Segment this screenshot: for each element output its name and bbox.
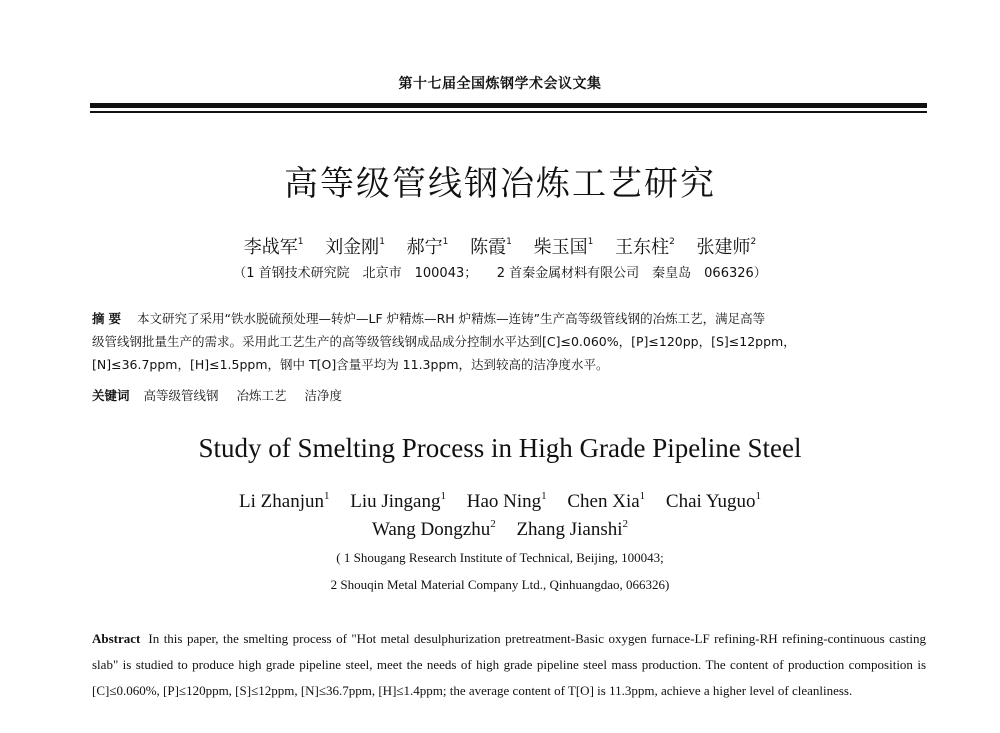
en-author xyxy=(516,519,628,540)
en-author-name: Chai Yuguo xyxy=(665,491,756,512)
header-rule-thin xyxy=(90,111,927,113)
header-rule-thick xyxy=(90,103,927,108)
cn-author-affil: 1 xyxy=(379,237,385,247)
cn-author xyxy=(615,237,675,258)
english-authors-line-1 xyxy=(0,490,1000,513)
english-authors-line-2 xyxy=(0,518,1000,541)
en-author-affil: 2 xyxy=(490,518,496,530)
cn-author xyxy=(325,237,385,258)
en-author-name: Li Zhanjun xyxy=(239,491,324,512)
en-author-name: Liu Jingang xyxy=(350,491,441,512)
cn-author-name: 王东柱 xyxy=(615,237,670,258)
cn-author-affil: 1 xyxy=(506,237,512,247)
en-author-affil: 2 xyxy=(622,518,629,530)
english-abstract xyxy=(92,626,926,704)
cn-abstract-line: [N]≤36.7ppm，[H]≤1.5ppm，钢中 T[O]含量平均为 11.3ppm，达到较高的洁净度水平。 xyxy=(92,357,609,372)
en-abstract-text: In this paper, the smelting process of "Hot metal desulphurization pretreatment-Basic oxygen furnace-LF refining-RH refining-continuous casting slab" is studied to produce high grade pipeline steel, meet the needs of high grade pipeline steel mass production. The content of production composition is [C]≤0.060%, [P]≤120ppm, [S]≤12ppm, [N]≤36.7ppm, [H]≤1.4ppm; the average content of T[O] is 11.3ppm, achieve a higher level of cleanliness. xyxy=(92,631,926,698)
chinese-authors xyxy=(0,233,1000,259)
cn-author-name: 刘金刚 xyxy=(325,237,380,258)
cn-author xyxy=(244,237,304,258)
cn-keyword: 洁净度 xyxy=(304,388,343,403)
en-author-name: Chen Xia xyxy=(567,491,640,512)
en-author xyxy=(467,491,547,512)
cn-author-affil: 1 xyxy=(442,237,449,247)
cn-abstract-label: 摘要 xyxy=(92,311,126,326)
cn-author xyxy=(407,237,449,258)
en-author-name: Hao Ning xyxy=(466,491,542,512)
en-author xyxy=(567,491,645,512)
english-title: Study of Smelting Process in High Grade Pipeline Steel xyxy=(198,433,802,463)
cn-keyword: 高等级管线钢 xyxy=(143,388,219,403)
cn-author-name: 张建师 xyxy=(696,237,751,258)
chinese-title: 高等级管线钢冶炼工艺研究 xyxy=(284,164,716,204)
cn-author-name: 柴玉国 xyxy=(533,237,588,258)
cn-keyword: 冶炼工艺 xyxy=(236,388,287,403)
cn-author-name: 李战军 xyxy=(243,237,298,258)
chinese-abstract xyxy=(92,307,932,376)
cn-keywords-label: 关键词 xyxy=(92,388,130,403)
en-author-affil: 1 xyxy=(323,490,330,502)
en-author xyxy=(350,491,446,512)
cn-author xyxy=(470,237,512,258)
chinese-affiliations: （1 首钢技术研究院 北京市 100043； 2 首秦金属材料有限公司 秦皇岛 066326） xyxy=(233,266,767,281)
cn-author-affil: 1 xyxy=(297,237,304,247)
english-affiliation-1: ( 1 Shougang Research Institute of Technical, Beijing, 100043; xyxy=(336,550,664,565)
cn-author-affil: 1 xyxy=(587,237,594,247)
cn-author xyxy=(697,237,757,258)
english-affiliation-2: 2 Shouqin Metal Material Company Ltd., Qinhuangdao, 066326) xyxy=(330,577,670,592)
cn-abstract-text: 本文研究了采用“铁水脱硫预处理—转炉—LF 炉精炼—RH 炉精炼—连铸”生产高等级管线钢的冶炼工艺，满足高等 xyxy=(137,311,766,326)
cn-abstract-line xyxy=(92,307,932,330)
cn-author-name: 郝宁 xyxy=(406,237,443,258)
chinese-keywords xyxy=(92,384,932,407)
running-header: 第十七届全国炼钢学术会议文集 xyxy=(398,76,602,92)
cn-author-affil: 2 xyxy=(669,237,675,247)
en-author-affil: 1 xyxy=(440,490,446,502)
cn-abstract-line: 级管线钢批量生产的需求。采用此工艺生产的高等级管线钢成品成分控制水平达到[C]≤0.060%，[P]≤120pp，[S]≤12ppm， xyxy=(92,334,796,349)
cn-author-name: 陈霞 xyxy=(470,237,507,258)
en-author-affil: 1 xyxy=(639,490,646,502)
en-author xyxy=(239,491,329,512)
en-abstract-label: Abstract xyxy=(92,631,141,646)
cn-author xyxy=(534,237,594,258)
en-author-affil: 1 xyxy=(541,490,547,502)
en-author xyxy=(666,491,761,512)
en-author-name: Wang Dongzhu xyxy=(371,519,491,540)
cn-author-affil: 2 xyxy=(750,237,757,247)
en-author-name: Zhang Jianshi xyxy=(516,519,623,540)
en-author xyxy=(372,519,496,540)
en-author-affil: 1 xyxy=(755,490,761,502)
